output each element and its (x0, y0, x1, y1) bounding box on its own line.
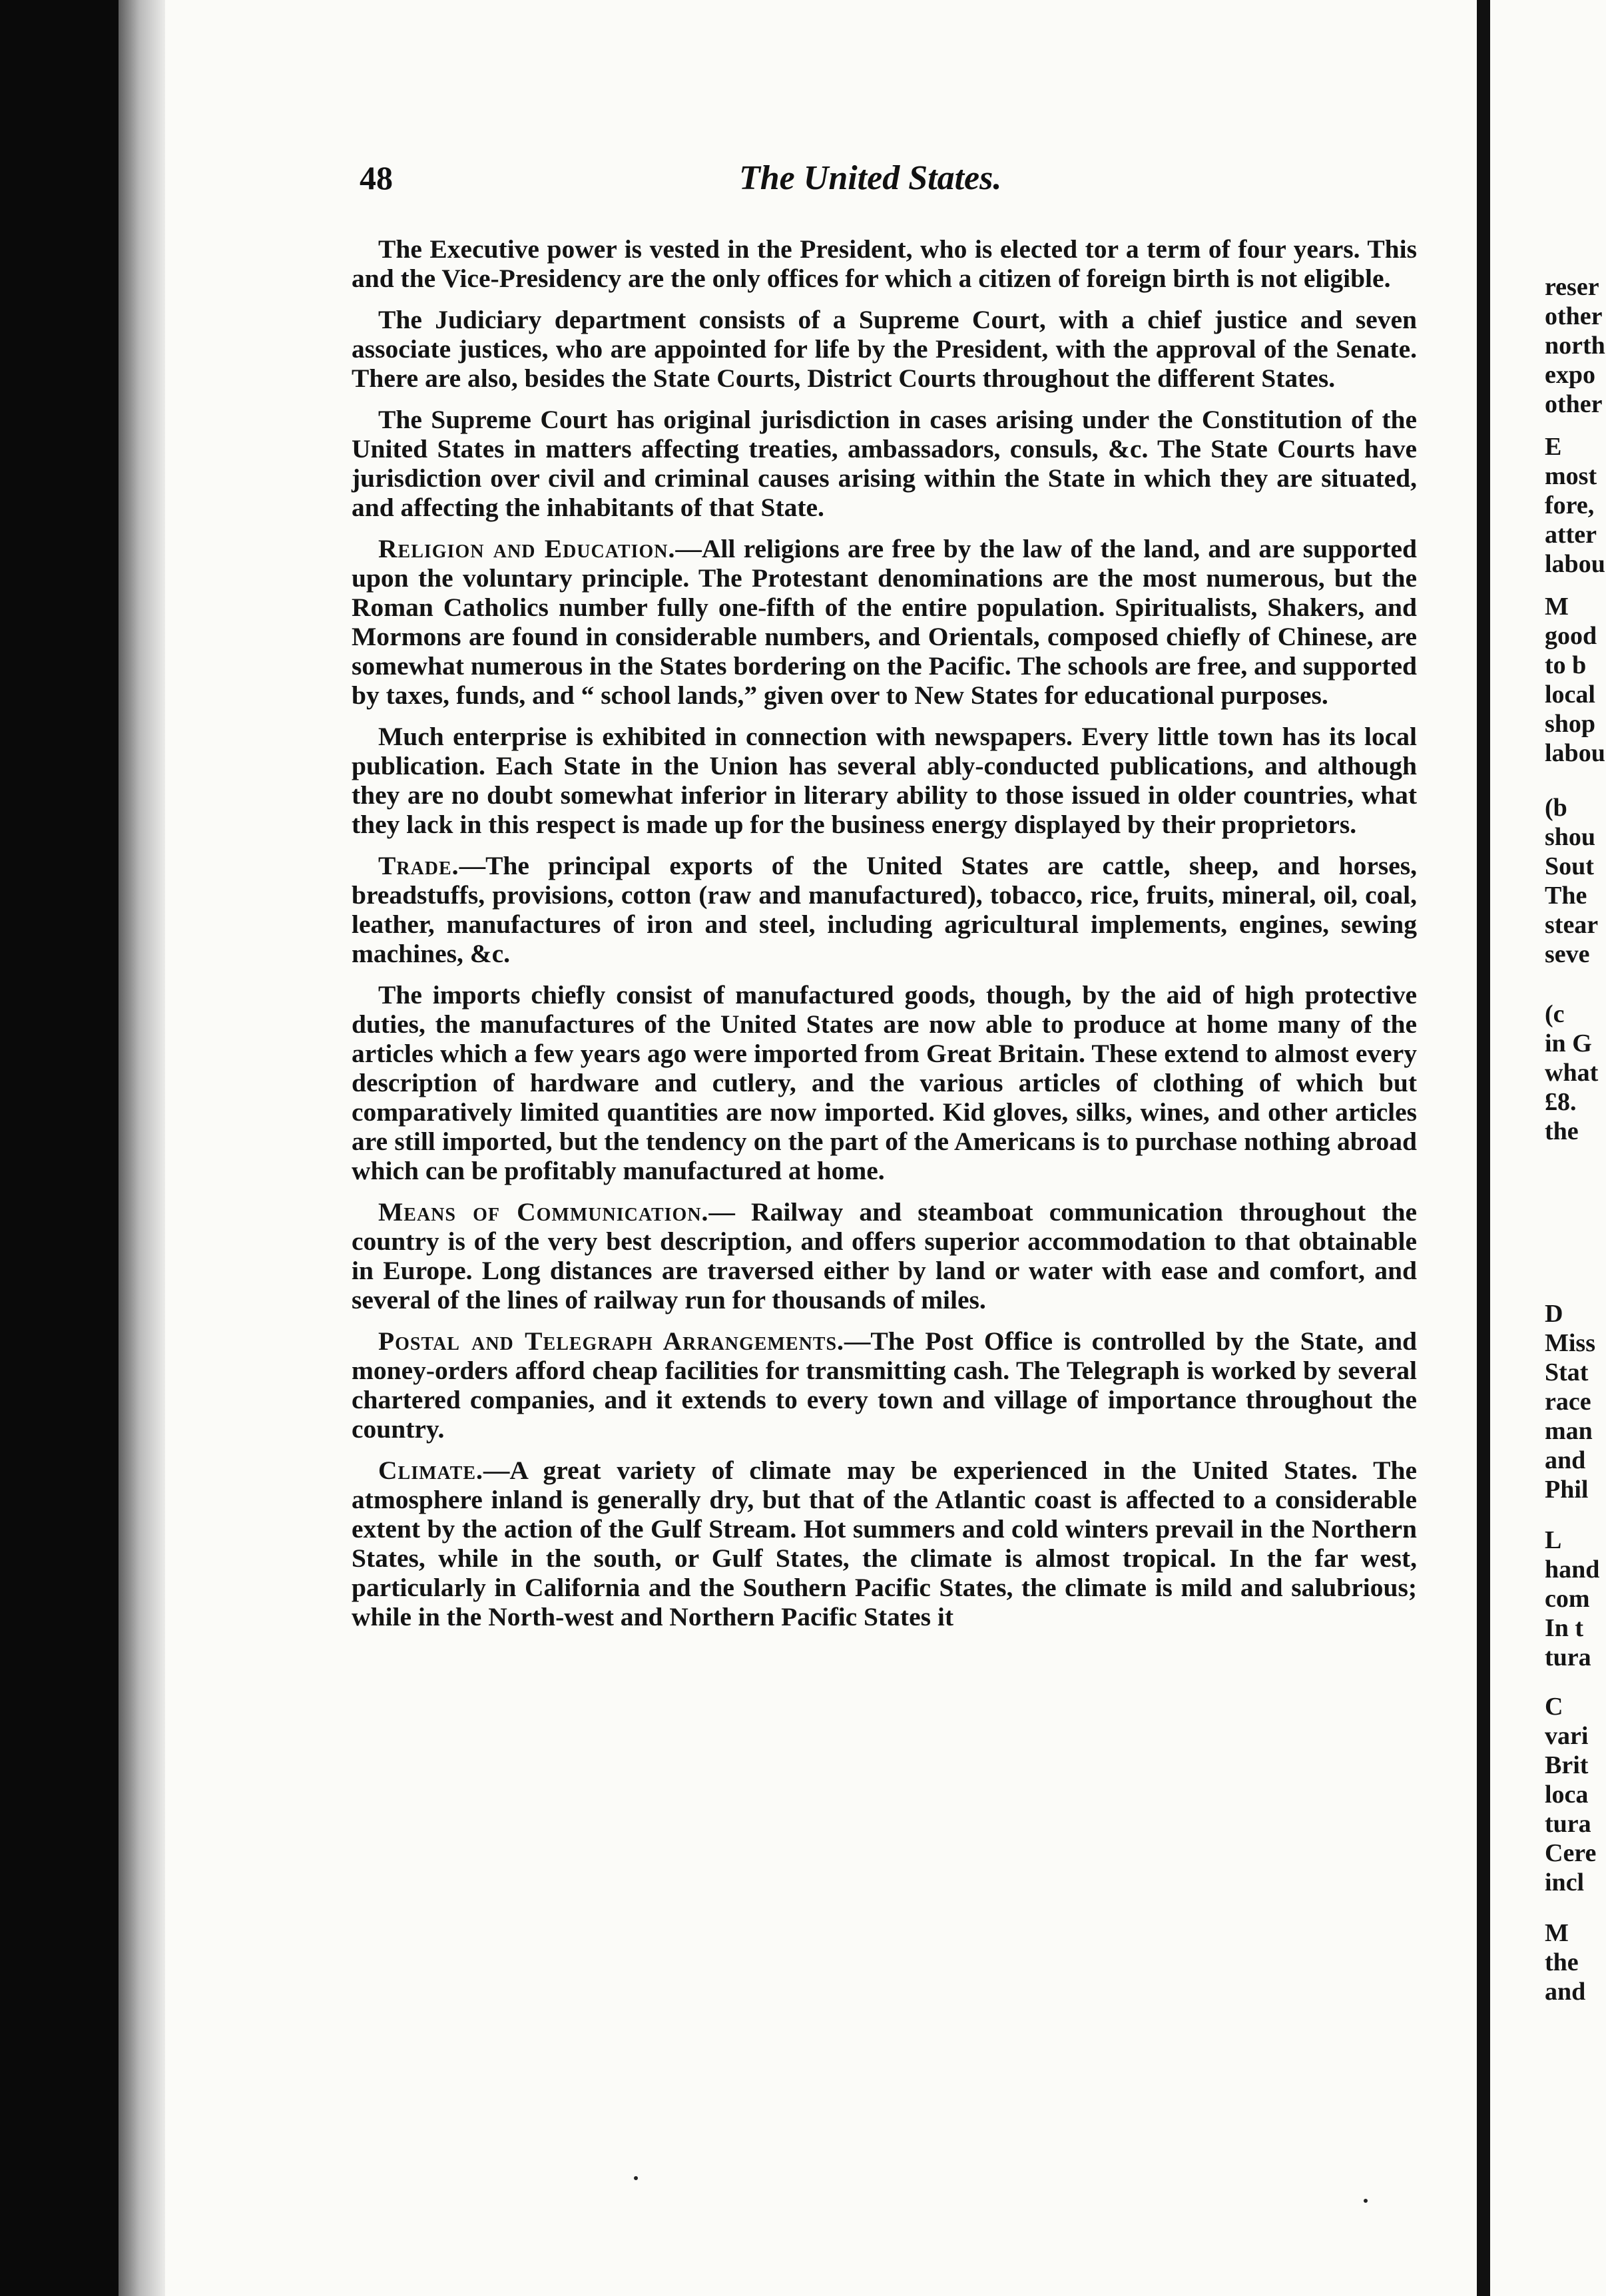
scan-speck (1364, 2199, 1368, 2203)
adjacent-page-fragment: other (1545, 390, 1603, 418)
adjacent-page-fragment: Miss (1545, 1329, 1595, 1357)
adjacent-page-fragment: tura (1545, 1643, 1591, 1671)
adjacent-page-fragment: other (1545, 302, 1603, 330)
body-text (352, 234, 1417, 1643)
paragraph-text: —All religions are free by the law of the land, and are supported upon the voluntary principle. The Protestant denominations are the most numerous, but the Roman Catholics number fully one-fifth of the entire population. Spiritualists, Shakers, and Mormons are found in considerable numbers, and Orientals, composed chiefly of Chinese, are somewhat numerous in the States bordering on the Pacific. The schools are free, and supported by taxes, funds, and “ school lands,” given over to New States for educational purposes. (352, 534, 1418, 710)
section-heading: Religion and Education. (378, 534, 676, 563)
adjacent-page-fragment: hand (1545, 1556, 1600, 1583)
scan-speck (634, 2176, 638, 2180)
adjacent-page-fragment: atter (1545, 521, 1597, 549)
adjacent-page-fragment: (b (1545, 794, 1567, 822)
adjacent-page-fragment: expo (1545, 361, 1595, 389)
paragraph (352, 1326, 1417, 1444)
adjacent-page-fragment: loca (1545, 1781, 1589, 1809)
adjacent-page-fragment: man (1545, 1417, 1593, 1445)
adjacent-page-fragment: and (1545, 1978, 1586, 2006)
adjacent-page-fragment: E (1545, 433, 1562, 461)
adjacent-page-fragment: stear (1545, 911, 1599, 939)
adjacent-page-fragment: L (1545, 1526, 1562, 1554)
section-heading: Trade. (378, 851, 459, 880)
paragraph (352, 534, 1417, 710)
scanner-dark-margin (0, 0, 119, 2296)
adjacent-page-fragment: what (1545, 1059, 1599, 1087)
adjacent-page-fragment: in G (1545, 1029, 1592, 1057)
adjacent-page-fragment: labou (1545, 550, 1605, 578)
adjacent-page-fragment: most (1545, 462, 1597, 490)
adjacent-page-fragment: local (1545, 681, 1595, 709)
paragraph (352, 405, 1417, 522)
paragraph (352, 851, 1417, 968)
section-heading: Postal and Telegraph Arrangements. (378, 1326, 844, 1356)
adjacent-page-fragment: tura (1545, 1810, 1591, 1838)
adjacent-page-fragment: £8. (1545, 1088, 1577, 1116)
adjacent-page-fragment: Brit (1545, 1751, 1589, 1779)
adjacent-page-fragment: to b (1545, 651, 1587, 679)
paragraph-text: — Railway and steamboat communication throughout the country is of the very best description, and offers superior accommodation to that obtainable in Europe. Long distances are traversed either by land or water with ease and comfort, and several of the lines of railway run for thousands of miles. (352, 1197, 1417, 1314)
adjacent-page-fragment: shop (1545, 710, 1596, 738)
paragraph-text: —The principal exports of the United States are cattle, sheep, and horses, breadstuffs, provisions, cotton (raw and manufactured), tobacco, rice, fruits, mineral, oil, coal, leather, manufactures of iron and steel, including agricultural implements, engines, sewing machines, &c. (352, 851, 1417, 968)
adjacent-page-fragment: shou (1545, 823, 1596, 851)
adjacent-page-fragment: D (1545, 1300, 1563, 1328)
paragraph-text: The Supreme Court has original jurisdiction in cases arising under the Constitution of the United States in matters affecting treaties, ambassadors, consuls, &c. The State Courts have jurisdiction over civil and criminal causes arising within the State in which they are situated, and affecting the inhabitants of that State. (352, 405, 1417, 522)
adjacent-page-fragment: the (1545, 1948, 1579, 1976)
paragraph-text: The imports chiefly consist of manufactured goods, though, by the aid of high protective duties, the manufactures of the United States are now able to produce at home many of the articles which a few years ago were imported from Great Britain. These extend to almost every description of hardware and cutlery, and the various articles of clothing of which but comparatively limited quantities are now imported. Kid gloves, silks, wines, and other articles are still imported, but the tendency on the part of the Americans is to purchase nothing abroad which can be profitably manufactured at home. (352, 980, 1417, 1185)
adjacent-page-fragment: M (1545, 593, 1569, 621)
adjacent-page-fragment: (c (1545, 1000, 1565, 1028)
adjacent-page-fragment: good (1545, 622, 1597, 650)
running-title: The United States. (739, 159, 1002, 197)
section-heading: Climate. (378, 1456, 483, 1485)
section-heading: Means of Communication. (378, 1197, 709, 1227)
page-edge-shadow (1477, 0, 1490, 2296)
paragraph (352, 305, 1417, 393)
paragraph (352, 1456, 1417, 1631)
paragraph-text: Much enterprise is exhibited in connection with newspapers. Every little town has its local publication. Each State in the Union has several ably-conducted publications, and although they are no doubt somewhat inferior in literary ability to those issued in older countries, what they lack in this respect is made up for the business energy displayed by their proprietors. (352, 722, 1417, 839)
page-header (360, 158, 1412, 205)
adjacent-page-fragment: race (1545, 1388, 1591, 1416)
adjacent-page-fragment: the (1545, 1117, 1579, 1145)
adjacent-page-strip (1490, 0, 1606, 2296)
adjacent-page-fragment: seve (1545, 940, 1590, 968)
adjacent-page-fragment: incl (1545, 1868, 1585, 1896)
paragraph-text: —A great variety of climate may be experienced in the United States. The atmosphere inland is generally dry, but that of the Atlantic coast is affected to a considerable extent by the action of the Gulf Stream. Hot summers and cold winters prevail in the Northern States, while in the south, or Gulf States, the climate is almost tropical. In the far west, particularly in California and the Southern Pacific States, the climate is mild and salubrious; while in the North-west and Northern Pacific States it (352, 1456, 1417, 1631)
adjacent-page-fragment: C (1545, 1693, 1563, 1721)
adjacent-page-fragment: labou (1545, 739, 1605, 767)
adjacent-page-fragment: M (1545, 1919, 1569, 1947)
binding-gutter-shadow (119, 0, 165, 2296)
adjacent-page-fragment: and (1545, 1446, 1586, 1474)
adjacent-page-fragment: Stat (1545, 1358, 1589, 1386)
adjacent-page-fragment: com (1545, 1585, 1590, 1613)
paragraph-text: The Judiciary department consists of a Supreme Court, with a chief justice and seven associate justices, who are appointed for life by the President, with the approval of the Senate. There are also, besides the State Courts, District Courts throughout the different States. (352, 305, 1417, 393)
paragraph (352, 1197, 1417, 1314)
adjacent-page-fragment: fore, (1545, 491, 1595, 519)
paragraph (352, 980, 1417, 1185)
adjacent-page-fragment: vari (1545, 1722, 1589, 1750)
adjacent-page-fragment: In t (1545, 1614, 1584, 1642)
paragraph-text: —The Post Office is controlled by the State, and money-orders afford cheap facilities for transmitting cash. The Telegraph is worked by several chartered companies, and it extends to every town and village of importance throughout the country. (352, 1326, 1418, 1444)
paragraph (352, 234, 1417, 293)
adjacent-page-fragment: north (1545, 332, 1605, 360)
paragraph-text: The Executive power is vested in the President, who is elected tor a term of four years. This and the Vice-Presidency are the only offices for which a citizen of foreign birth is not eligible. (352, 234, 1417, 293)
paragraph (352, 722, 1417, 839)
adjacent-page-fragment: Phil (1545, 1476, 1589, 1504)
adjacent-page-fragment: reser (1545, 273, 1599, 301)
page-number: 48 (360, 159, 393, 196)
adjacent-page-fragment: Cere (1545, 1839, 1597, 1867)
adjacent-page-fragment: Sout (1545, 852, 1594, 880)
adjacent-page-fragment: The (1545, 882, 1587, 910)
